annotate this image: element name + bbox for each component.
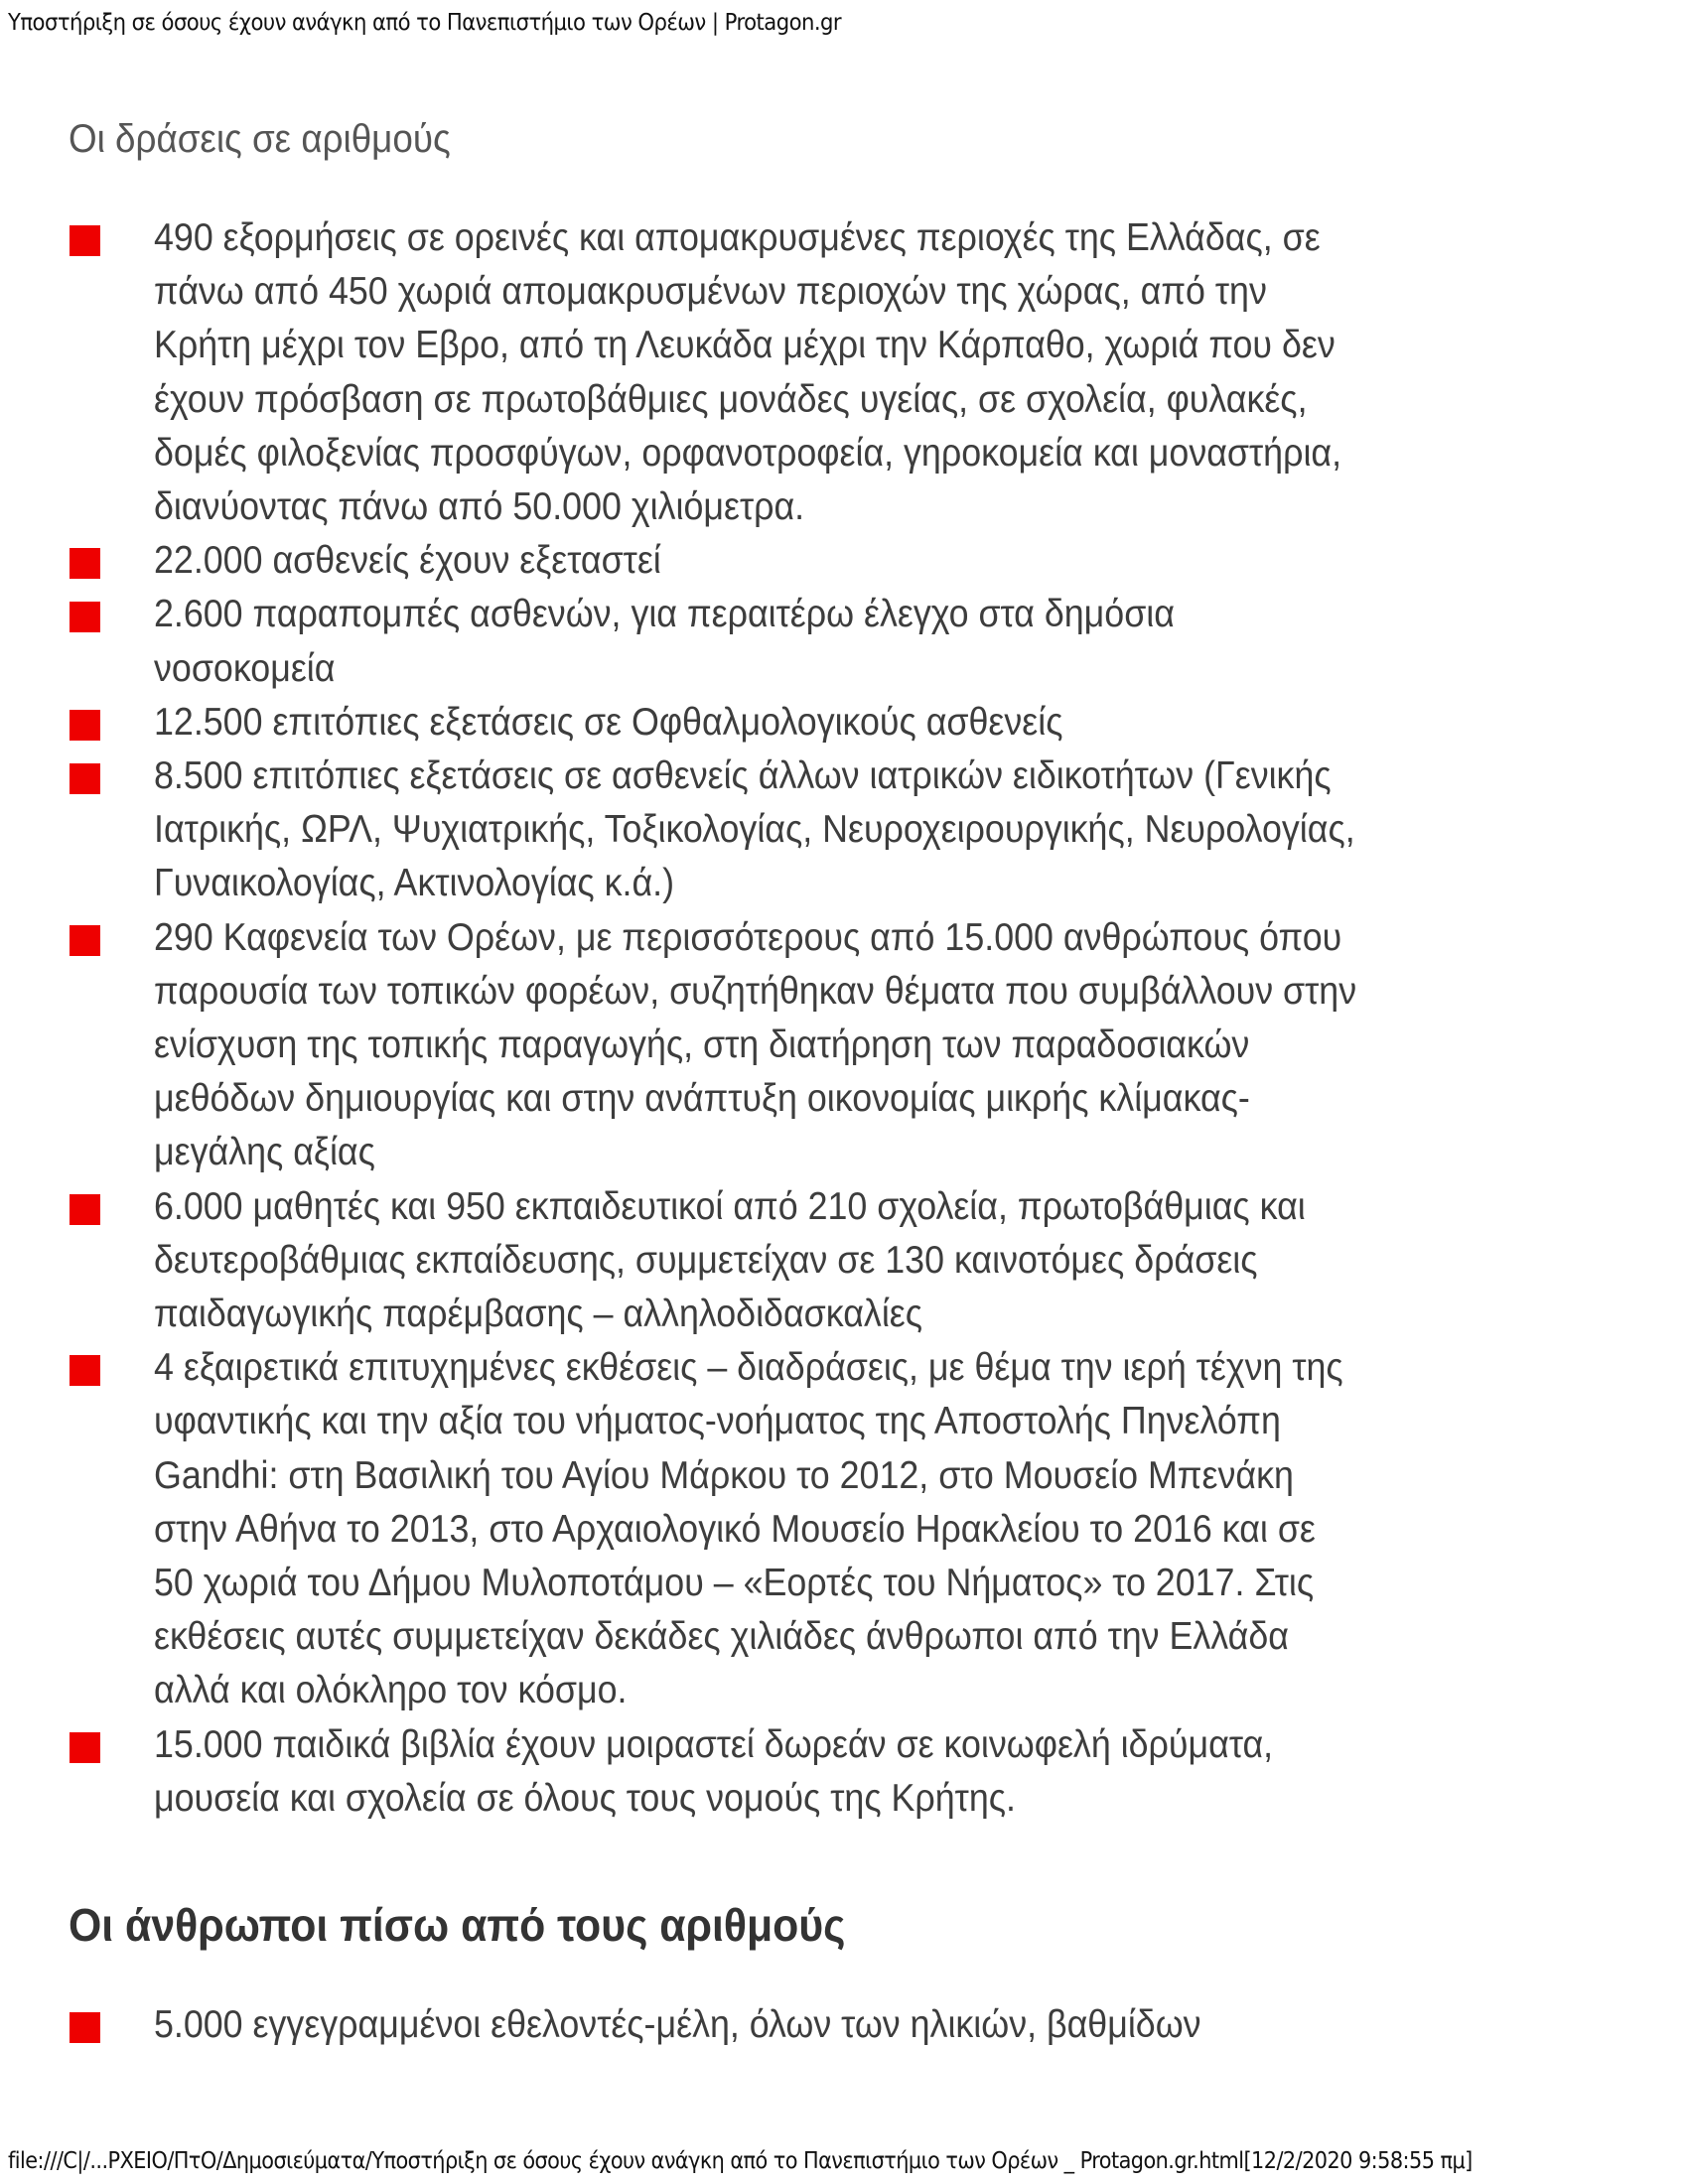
text-line: 4 εξαιρετικά επιτυχημένες εκθέσεις – διαδράσεις, με θέμα την ιερή τέχνη της: [154, 1346, 1343, 1390]
text-line: δευτεροβάθμιας εκπαίδευσης, συμμετείχαν σε 130 καινοτόμες δράσεις: [154, 1238, 1258, 1282]
text-line: 12.500 επιτόπιες εξετάσεις σε Οφθαλμολογικούς ασθενείς: [154, 700, 1063, 744]
list-item-text: [154, 1180, 1590, 1342]
stats-list: [0, 211, 1688, 1826]
text-line: 6.000 μαθητές και 950 εκπαιδευτικοί από 210 σχολεία, πρωτοβάθμιας και: [154, 1184, 1306, 1228]
red-square-bullet-icon: [70, 225, 100, 256]
page-footer-file-path: file:///C|/...PXEIO/ΠτΟ/Δημοσιεύματα/Υποστήριξη σε όσους έχουν ανάγκη από το Πανεπιστήμιο των Ορέων _ Protagon.gr.html[12/2/2020 9:58:55 πμ]: [8, 2148, 1473, 2174]
text-line: παιδαγωγικής παρέμβασης – αλληλοδιδασκαλίες: [154, 1293, 922, 1336]
list-item: [0, 211, 1594, 534]
red-square-bullet-icon: [70, 548, 100, 579]
red-square-bullet-icon: [70, 1355, 100, 1386]
text-line: 15.000 παιδικά βιβλία έχουν μοιραστεί δωρεάν σε κοινωφελή ιδρύματα,: [154, 1722, 1274, 1766]
section-subtitle-actions: Οι δράσεις σε αριθμούς: [69, 117, 451, 161]
people-list: [0, 1998, 1688, 2052]
red-square-bullet-icon: [70, 1194, 100, 1225]
text-line: 8.500 επιτόπιες εξετάσεις σε ασθενείς άλλων ιατρικών ειδικοτήτων (Γενικής: [154, 754, 1332, 798]
text-line: νοσοκομεία: [154, 646, 336, 690]
text-line: 2.600 παραπομπές ασθενών, για περαιτέρω έλεγχο στα δημόσια: [154, 593, 1175, 636]
list-item: [0, 750, 1594, 911]
text-line: μουσεία και σχολεία σε όλους τους νομούς της Κρήτης.: [154, 1776, 1016, 1820]
text-line: διανύοντας πάνω από 50.000 χιλιόμετρα.: [154, 485, 805, 529]
text-line: αλλά και ολόκληρο τον κόσμο.: [154, 1669, 628, 1712]
red-square-bullet-icon: [70, 602, 100, 632]
list-item-text: [154, 696, 1590, 750]
text-line: 22.000 ασθενείς έχουν εξεταστεί: [154, 539, 661, 583]
list-item: [0, 534, 1594, 588]
text-line: στην Αθήνα το 2013, στο Αρχαιολογικό Μουσείο Ηρακλείου το 2016 και σε: [154, 1507, 1316, 1551]
red-square-bullet-icon: [70, 2012, 100, 2043]
red-square-bullet-icon: [70, 925, 100, 956]
list-item-text: [154, 588, 1590, 695]
text-line: Γυναικολογίας, Ακτινολογίας κ.ά.): [154, 862, 675, 905]
text-line: 5.000 εγγεγραμμένοι εθελοντές-μέλη, όλων των ηλικιών, βαθμίδων: [154, 2003, 1201, 2046]
text-line: 290 Καφενεία των Ορέων, με περισσότερους από 15.000 ανθρώπους όπου: [154, 915, 1342, 959]
list-item: [0, 696, 1594, 750]
red-square-bullet-icon: [70, 710, 100, 741]
list-item: [0, 911, 1594, 1180]
list-item-text: [154, 211, 1590, 534]
red-square-bullet-icon: [70, 763, 100, 794]
text-line: 50 χωριά του Δήμου Μυλοποτάμου – «Εορτές του Νήματος» το 2017. Στις: [154, 1562, 1315, 1605]
list-item: [0, 1998, 1594, 2052]
list-item-text: [154, 534, 1590, 588]
text-line: πάνω από 450 χωριά απομακρυσμένων περιοχών της χώρας, από την: [154, 270, 1267, 314]
text-line: παρουσία των τοπικών φορέων, συζητήθηκαν θέματα που συμβάλλουν στην: [154, 969, 1357, 1013]
list-item-text: [154, 1341, 1590, 1717]
list-item: [0, 588, 1594, 695]
list-item-text: [154, 1998, 1590, 2052]
list-item: [0, 1718, 1594, 1826]
list-item: [0, 1180, 1594, 1342]
list-item-text: [154, 1718, 1590, 1826]
text-line: Ιατρικής, ΩΡΛ, Ψυχιατρικής, Τοξικολογίας, Νευροχειρουργικής, Νευρολογίας,: [154, 808, 1355, 852]
red-square-bullet-icon: [70, 1732, 100, 1763]
list-item-text: [154, 911, 1590, 1180]
text-line: μεγάλης αξίας: [154, 1131, 375, 1174]
text-line: Κρήτη μέχρι τον Εβρο, από τη Λευκάδα μέχρι την Κάρπαθο, χωριά που δεν: [154, 324, 1336, 367]
text-line: Gandhi: στη Βασιλική του Αγίου Μάρκου το 2012, στο Μουσείο Μπενάκη: [154, 1453, 1294, 1497]
page-header-title: Υποστήριξη σε όσους έχουν ανάγκη από το Πανεπιστήμιο των Ορέων | Protagon.gr: [8, 10, 842, 36]
text-line: εκθέσεις αυτές συμμετείχαν δεκάδες χιλιάδες άνθρωποι από την Ελλάδα: [154, 1615, 1289, 1659]
text-line: ενίσχυση της τοπικής παραγωγής, στη διατήρηση των παραδοσιακών: [154, 1024, 1250, 1067]
text-line: μεθόδων δημιουργίας και στην ανάπτυξη οικονομίας μικρής κλίμακας-: [154, 1077, 1250, 1121]
list-item: [0, 1341, 1594, 1717]
list-item-text: [154, 750, 1590, 911]
text-line: 490 εξορμήσεις σε ορεινές και απομακρυσμένες περιοχές της Ελλάδας, σε: [154, 216, 1321, 259]
text-line: υφαντικής και την αξία του νήματος-νοήματος της Αποστολής Πηνελόπη: [154, 1400, 1281, 1443]
text-line: έχουν πρόσβαση σε πρωτοβάθμιες μονάδες υγείας, σε σχολεία, φυλακές,: [154, 377, 1308, 421]
text-line: δομές φιλοξενίας προσφύγων, ορφανοτροφεία, γηροκομεία και μοναστήρια,: [154, 431, 1342, 475]
section-heading-people: Οι άνθρωποι πίσω από τους αριθμούς: [69, 1899, 846, 1951]
